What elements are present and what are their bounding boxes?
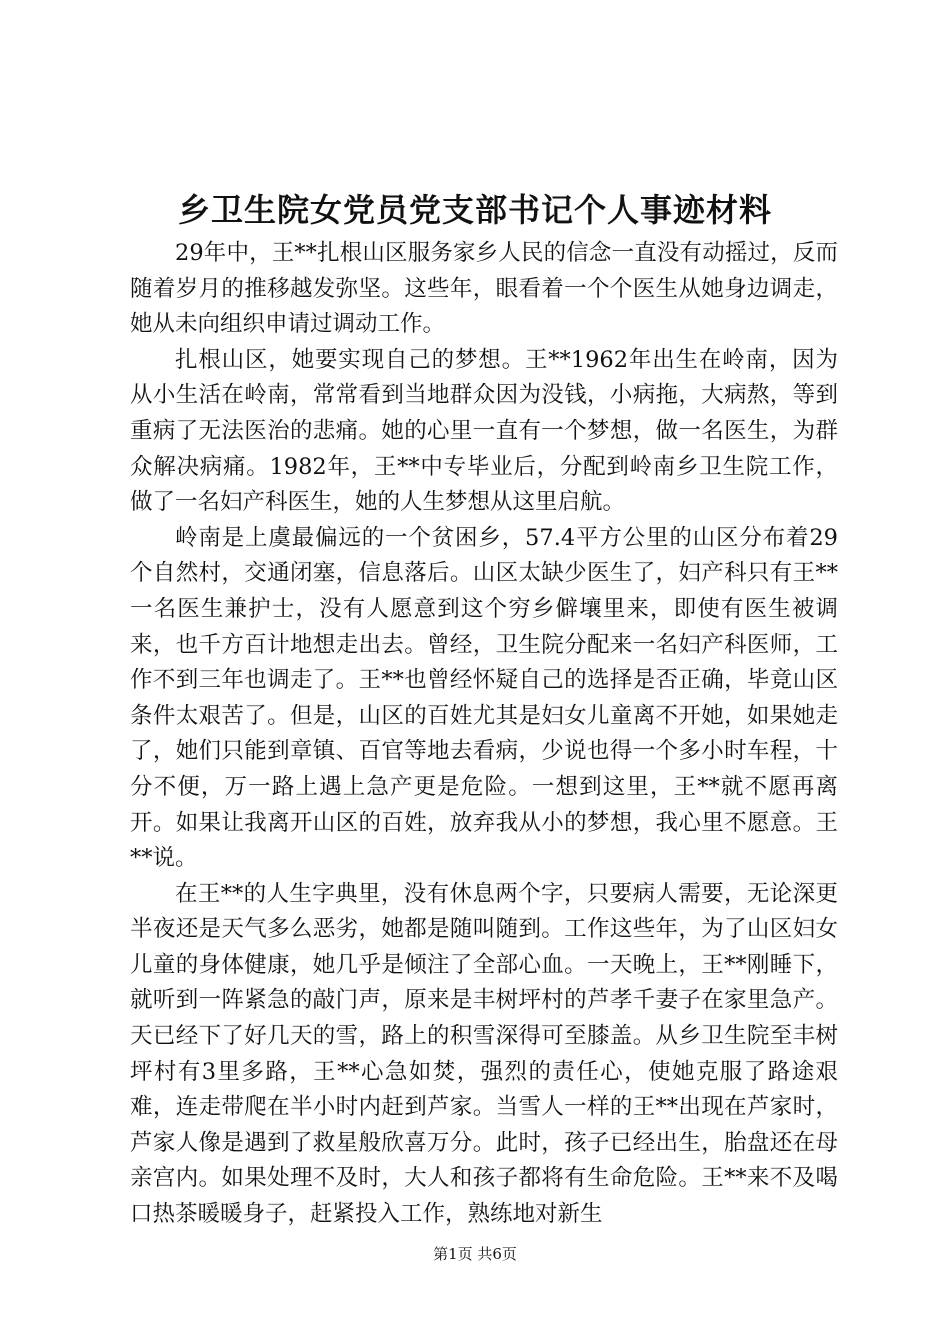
- document-body: [130, 236, 838, 1233]
- paragraph-4: 在王**的人生字典里，没有休息两个字，只要病人需要，无论深更半夜还是天气多么恶劣，她都是随叫随到。工作这些年，为了山区妇女儿童的身体健康，她几乎是倾注了全部心血。一天晚上，王**刚睡下，就听到一阵紧急的敲门声，原来是丰树坪村的芦孝千妻子在家里急产。天已经下了好几天的雪，路上的积雪深得可至膝盖。从乡卫生院至丰树坪村有3里多路，王**心急如焚，强烈的责任心，使她克服了路途艰难，连走带爬在半小时内赶到芦家。当雪人一样的王**出现在芦家时，芦家人像是遇到了救星般欣喜万分。此时，孩子已经出生，胎盘还在母亲宫内。如果处理不及时，大人和孩子都将有生命危险。王**来不及喝口热茶暖暖身子，赶紧投入工作，熟练地对新生: [130, 880, 838, 1228]
- document-title: 乡卫生院女党员党支部书记个人事迹材料: [177, 191, 772, 229]
- paragraph-3: 岭南是上虞最偏远的一个贫困乡，57.4平方公里的山区分布着29个自然村，交通闭塞，信息落后。山区太缺少医生了，妇产科只有王**一名医生兼护士，没有人愿意到这个穷乡僻壤里来，即使有医生被调来，也千方百计地想走出去。曾经，卫生院分配来一名妇产科医师，工作不到三年也调走了。王**也曾经怀疑自己的选择是否正确，毕竟山区条件太艰苦了。但是，山区的百姓尤其是妇女儿童离不开她，如果她走了，她们只能到章镇、百官等地去看病，少说也得一个多小时车程，十分不便，万一路上遇上急产更是危险。一想到这里，王**就不愿再离开。如果让我离开山区的百姓，放弃我从小的梦想，我心里不愿意。王**说。: [130, 524, 838, 872]
- page-footer: [0, 1243, 950, 1265]
- paragraph-2: 扎根山区，她要实现自己的梦想。王**1962年出生在岭南，因为从小生活在岭南，常常看到当地群众因为没钱，小病拖，大病熬，等到重病了无法医治的悲痛。她的心里一直有一个梦想，做一名医生，为群众解决病痛。1982年，王**中专毕业后，分配到岭南乡卫生院工作，做了一名妇产科医生，她的人生梦想从这里启航。: [130, 346, 838, 516]
- paragraph-1: 29年中，王**扎根山区服务家乡人民的信念一直没有动摇过，反而随着岁月的推移越发弥坚。这些年，眼看着一个个医生从她身边调走，她从未向组织申请过调动工作。: [130, 240, 838, 338]
- page-number: 第1页 共6页: [433, 1245, 517, 1263]
